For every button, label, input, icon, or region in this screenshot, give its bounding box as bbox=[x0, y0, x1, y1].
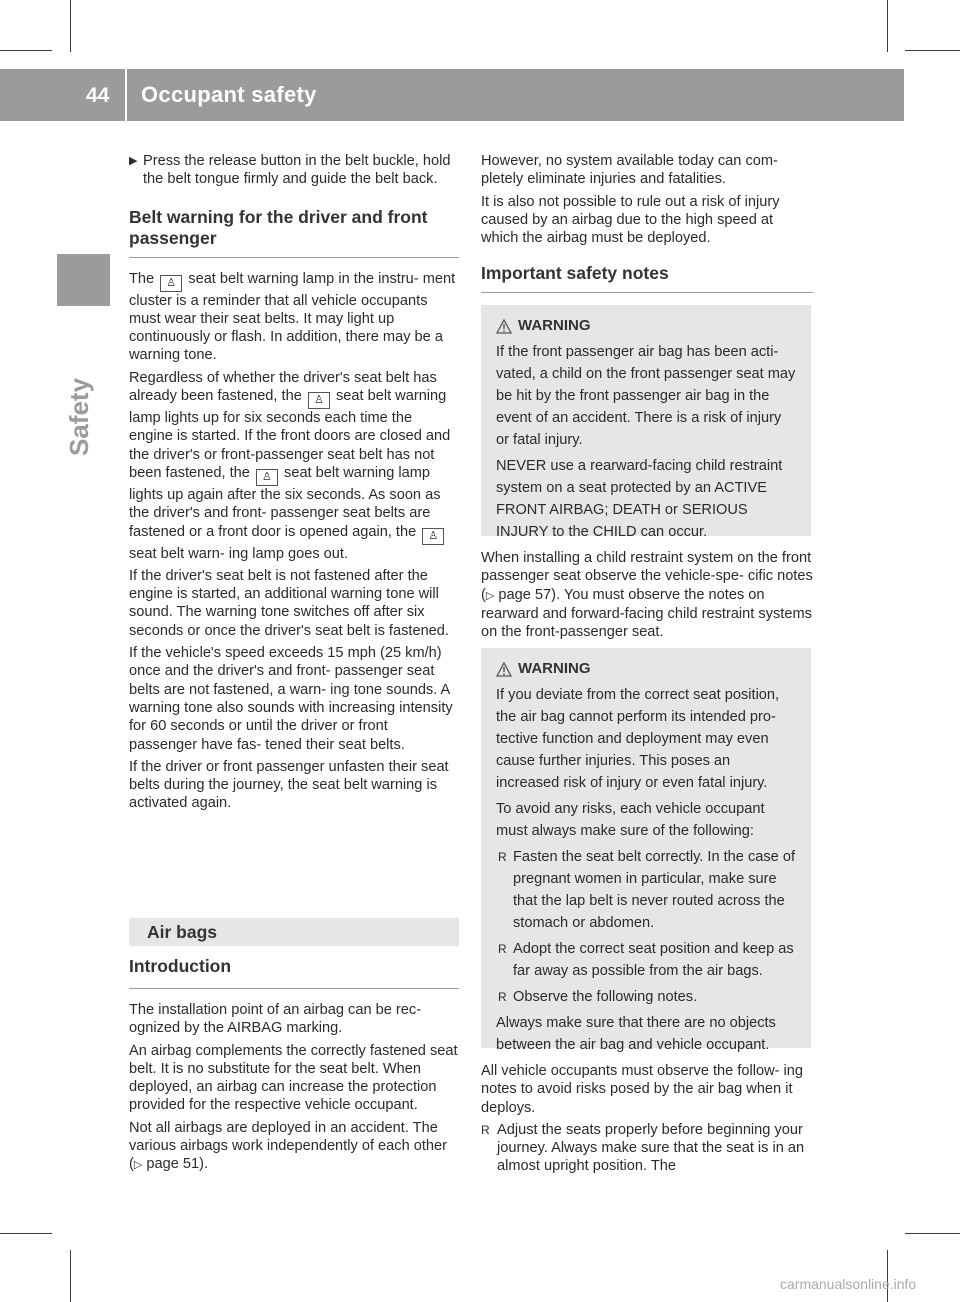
page-reference-link[interactable]: page 57). You must observe the notes on rearward and forward-facing child restraint systems on the front-passenger seat. bbox=[481, 586, 812, 641]
right-column bbox=[481, 152, 813, 293]
warning-text: Always make sure that there are no objects between the air bag and vehicle occupant. bbox=[496, 1015, 776, 1053]
text-run: Not all airbags are deployed in an accident. The various airbags work independently of each other ( bbox=[129, 1119, 448, 1173]
warning-triangle-icon bbox=[496, 319, 512, 334]
paragraph: An airbag complements the correctly fastened seat belt. It is no substitute for the seat belt. When deployed, an airbag can increase the protection provided for the respective vehicle occupant. bbox=[129, 1042, 458, 1114]
side-tab bbox=[64, 316, 104, 456]
crop-mark bbox=[70, 1250, 71, 1302]
warning-label: WARNING bbox=[518, 660, 591, 677]
page-reference-link[interactable]: page 51). bbox=[146, 1156, 209, 1173]
seatbelt-warning-icon: ♙ bbox=[256, 469, 278, 486]
text-run: seat belt warning lamp lights up again after the six seconds. As soon as the driver's and front- passenger seat belts are fastened or a front door is opened again, the bbox=[129, 464, 441, 540]
list-item bbox=[496, 938, 797, 982]
page-ref-triangle-icon: ▷ bbox=[133, 1159, 143, 1172]
paragraph: If the driver's seat belt is not fastened after the engine is started, an additional warning tone will sound. The warning tone switches off after six seconds or once the driver's seat belt is fastened. bbox=[129, 567, 449, 639]
warning-box bbox=[481, 305, 811, 540]
crop-mark bbox=[905, 50, 960, 51]
step-text: Press the release button in the belt buckle, hold the belt tongue firmly and guide the belt back. bbox=[143, 153, 451, 188]
right-arrow-icon: ▶ bbox=[129, 155, 138, 167]
page-number: 44 bbox=[86, 84, 110, 107]
left-column bbox=[129, 152, 459, 817]
warning-header bbox=[496, 315, 797, 337]
list-item-text: Adjust the seats properly before beginning your journey. Always make sure that the seat is in an almost upright position. The bbox=[497, 1121, 805, 1175]
text-run: seat belt warning lamp lights up for six seconds each time the engine is started. If the front doors are closed and the driver's or front-passenger seat belt has not been fastened, the bbox=[129, 388, 451, 481]
paragraph: However, no system available today can com- pletely eliminate injuries and fatalities. bbox=[481, 153, 778, 188]
section-heading-important-safety-notes: Important safety notes bbox=[481, 263, 669, 284]
crop-mark bbox=[0, 1233, 52, 1234]
watermark-text: carmanualsonline.info bbox=[780, 1276, 917, 1292]
seatbelt-warning-icon: ♙ bbox=[422, 528, 444, 545]
bullet-r-icon: R bbox=[498, 850, 507, 864]
warning-header bbox=[496, 658, 797, 680]
crop-mark bbox=[0, 50, 52, 51]
seatbelt-warning-icon: ♙ bbox=[160, 275, 182, 292]
warning-text: If you deviate from the correct seat position, the air bag cannot perform its intended pro- tective function and deployment may even cause further injuries. This poses an increased risk of injury or even fatal injury. bbox=[496, 687, 780, 791]
warning-text: If the front passenger air bag has been acti- vated, a child on the front passenger seat may be hit by the front passenger air bag in the event of an accident. There is a risk of injury or fatal injury. bbox=[496, 344, 796, 448]
text-run: seat belt warning lamp in the instru- ment cluster is a reminder that all vehicle occupants must wear their seat belts. It may light up continuously or flash. In addition, there may be a warning tone. bbox=[129, 270, 456, 364]
page-ref-triangle-icon: ▷ bbox=[485, 589, 495, 602]
step-item bbox=[129, 152, 459, 189]
paragraph bbox=[129, 1119, 459, 1175]
heading-rule bbox=[481, 292, 813, 293]
list-item bbox=[496, 846, 797, 934]
header-separator bbox=[125, 69, 127, 121]
list-item-text: Fasten the seat belt correctly. In the case of pregnant women in particular, make sure that the lap belt is never routed across the stomach or abdomen. bbox=[513, 849, 796, 931]
paragraph: All vehicle occupants must observe the follow- ing notes to avoid risks posed by the air bag when it deploys. bbox=[481, 1063, 804, 1116]
warning-text: To avoid any risks, each vehicle occupant must always make sure of the following: bbox=[496, 801, 765, 839]
list-item-text: Adopt the correct seat position and keep as far away as possible from the air bags. bbox=[513, 941, 794, 979]
warning-triangle-icon bbox=[496, 662, 512, 677]
section-heading-introduction: Introduction bbox=[129, 956, 232, 976]
list-item-text: Observe the following notes. bbox=[513, 989, 698, 1005]
text-run: When installing a child restraint system on the front passenger seat observe the vehicle-spe- cific notes ( bbox=[481, 550, 813, 603]
list-item bbox=[496, 986, 797, 1008]
warning-text: NEVER use a rearward-facing child restraint system on a seat protected by an ACTIVE FRONT AIRBAG; DEATH or SERIOUS INJURY to the CHILD can occur. bbox=[496, 458, 783, 540]
paragraph bbox=[129, 369, 459, 563]
paragraph: It is also not possible to rule out a risk of injury caused by an airbag due to the high speed at which the airbag must be deployed. bbox=[481, 193, 780, 247]
paragraph: If the vehicle's speed exceeds 15 mph (25 km/h) once and the driver's and front- passenger seat belts are not fastened, a warn- ing tone sounds. A warning tone also sounds with increasing intensity for 60 seconds or until the driver or front passenger have fas- tened their seat belts. bbox=[129, 645, 453, 753]
bullet-r-icon: R bbox=[481, 1122, 490, 1137]
list-item bbox=[481, 1121, 813, 1176]
right-column-mid bbox=[481, 549, 813, 645]
bullet-r-icon: R bbox=[498, 990, 507, 1004]
bullet-r-icon: R bbox=[498, 942, 507, 956]
right-column-lower bbox=[481, 1062, 813, 1180]
side-tab-marker bbox=[57, 254, 110, 306]
heading-rule bbox=[129, 257, 459, 258]
crop-mark bbox=[887, 0, 888, 52]
crop-mark bbox=[905, 1233, 960, 1234]
warning-box bbox=[481, 648, 811, 1053]
warning-label: WARNING bbox=[518, 317, 591, 334]
section-band-title: Air bags bbox=[147, 922, 218, 942]
paragraph bbox=[481, 549, 813, 641]
section-heading-belt-warning: Belt warning for the driver and front passenger bbox=[129, 206, 428, 248]
section-band-air-bags bbox=[129, 918, 459, 946]
text-run: seat belt warn- ing lamp goes out. bbox=[129, 545, 349, 562]
header-band bbox=[0, 69, 904, 121]
paragraph: The installation point of an airbag can be rec- ognized by the AIRBAG marking. bbox=[129, 1002, 422, 1037]
heading-rule bbox=[129, 988, 459, 989]
text-run: Regardless of whether the driver's seat belt has already been fastened, the bbox=[129, 369, 437, 405]
left-column-lower bbox=[129, 956, 459, 1179]
paragraph bbox=[129, 270, 459, 365]
side-tab-label: Safety bbox=[64, 377, 94, 456]
paragraph: If the driver or front passenger unfasten their seat belts during the journey, the seat belt warning is activated again. bbox=[129, 758, 449, 812]
seatbelt-warning-icon: ♙ bbox=[308, 392, 330, 409]
text-run: The bbox=[129, 270, 155, 287]
crop-mark bbox=[70, 0, 71, 52]
page-title: Occupant safety bbox=[141, 82, 317, 107]
